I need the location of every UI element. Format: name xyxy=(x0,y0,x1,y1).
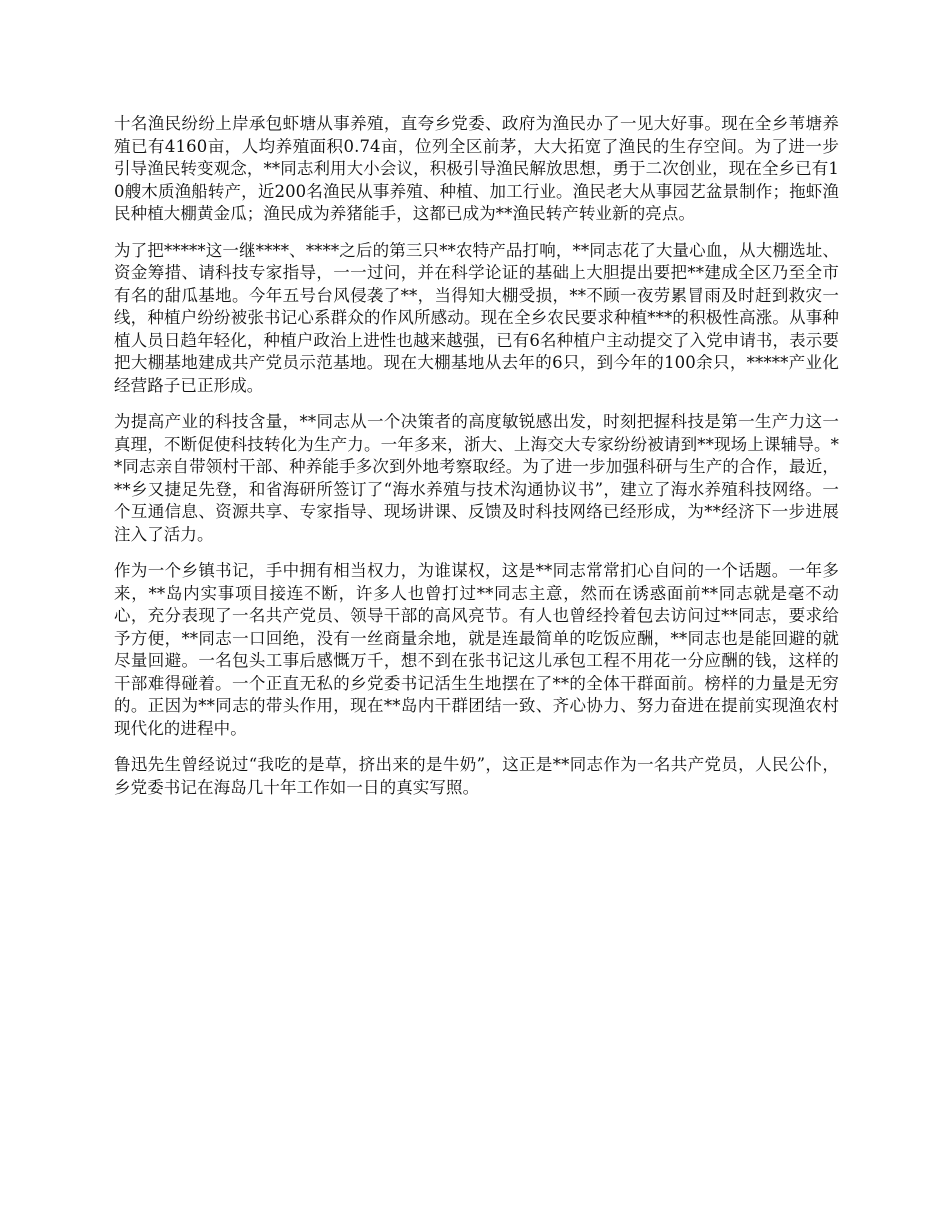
document-body xyxy=(114,113,839,813)
paragraph-2: 为了把*****这一继****、****之后的第三只**农特产品打响，**同志花了大量心血，从大棚选址、资金筹措、请科技专家指导，一一过问，并在科学论证的基础上大胆提出要把**建成全区乃至全市有名的甜瓜基地。今年五号台风侵袭了**，当得知大棚受损，**不顾一夜劳累冒雨及时赶到救灾一线，种植户纷纷被张书记心系群众的作风所感动。现在全乡农民要求种植***的积极性高涨。从事种植人员日趋年轻化，种植户政治上进性也越来越强，已有6名种植户主动提交了入党申请书，表示要把大棚基地建成共产党员示范基地。现在大棚基地从去年的6只，到今年的100余只，*****产业化经营路子已正形成。 xyxy=(114,240,839,395)
paragraph-5: 鲁迅先生曾经说过“我吃的是草，挤出来的是牛奶”，这正是**同志作为一名共产党员，人民公仆，乡党委书记在海岛几十年工作如一日的真实写照。 xyxy=(114,755,839,797)
paragraph-1: 十名渔民纷纷上岸承包虾塘从事养殖，直夸乡党委、政府为渔民办了一见大好事。现在全乡苇塘养殖已有4160亩，人均养殖面积0.74亩，位列全区前茅，大大拓宽了渔民的生存空间。为了进一步引导渔民转变观念，**同志利用大小会议，积极引导渔民解放思想，勇于二次创业，现在全乡已有10艘木质渔船转产，近200名渔民从事养殖、种植、加工行业。渔民老大从事园艺盆景制作；拖虾渔民种植大棚黄金瓜；渔民成为养猪能手，这都已成为**渔民转产转业新的亮点。 xyxy=(114,114,839,223)
paragraph-4: 作为一个乡镇书记，手中拥有相当权力，为谁谋权，这是**同志常常扪心自问的一个话题。一年多来，**岛内实事项目接连不断，许多人也曾打过**同志主意，然而在诱惑面前**同志就是毫不动心，充分表现了一名共产党员、领导干部的高风亮节。有人也曾经拎着包去访问过**同志，要求给予方便，**同志一口回绝，没有一丝商量余地，就是连最简单的吃饭应酬，**同志也是能回避的就尽量回避。一名包头工事后感慨万千，想不到在张书记这儿承包工程不用花一分应酬的钱，这样的干部难得碰着。一个正直无私的乡党委书记活生生地摆在了**的全体干群面前。榜样的力量是无穷的。正因为**同志的带头作用，现在**岛内干群团结一致、齐心协力、努力奋进在提前实现渔农村现代化的进程中。 xyxy=(114,561,839,738)
paragraph-3: 为提高产业的科技含量，**同志从一个决策者的高度敏锐感出发，时刻把握科技是第一生产力这一真理，不断促使科技转化为生产力。一年多来，浙大、上海交大专家纷纷被请到**现场上课辅导。**同志亲自带领村干部、种养能手多次到外地考察取经。为了进一步加强科研与生产的合作，最近，**乡又捷足先登，和省海研所签订了“海水养殖与技术沟通协议书”，建立了海水养殖科技网络。一个互通信息、资源共享、专家指导、现场讲课、反馈及时科技网络已经形成，为**经济下一步进展注入了活力。 xyxy=(114,412,839,544)
